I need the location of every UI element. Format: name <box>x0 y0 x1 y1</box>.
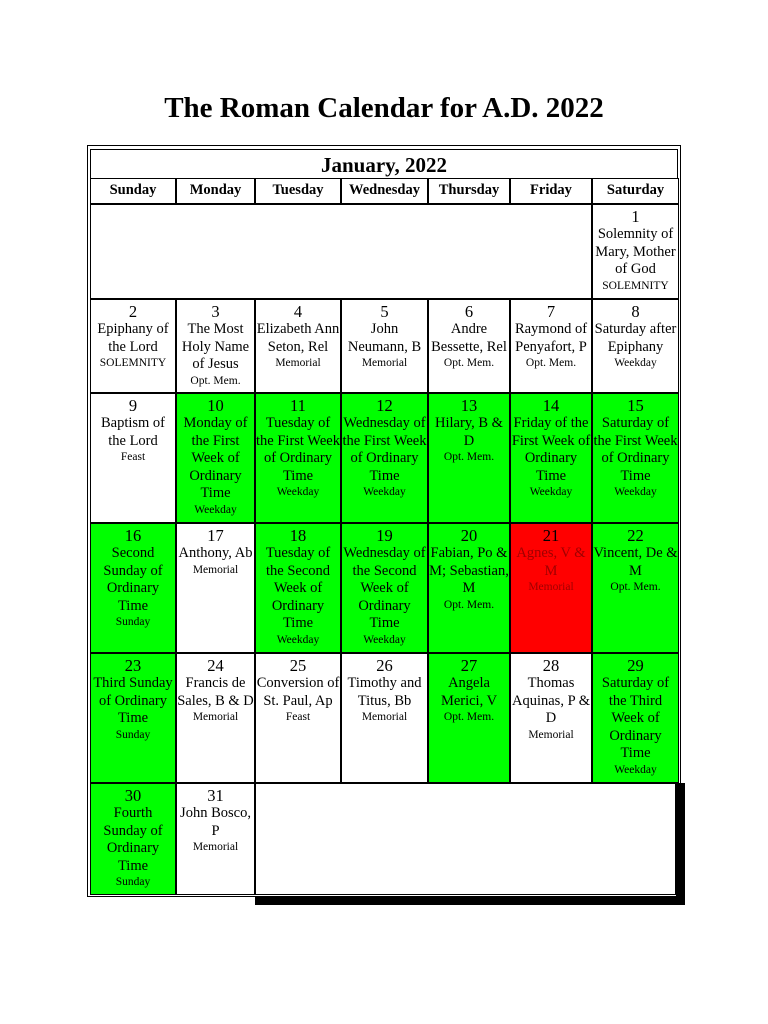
celebration-name: Friday of the First Week of Ordinary Time <box>511 415 591 484</box>
celebration-name: Andre Bessette, Rel <box>431 321 507 355</box>
day-cell-1 <box>592 204 679 299</box>
celebration-name: Agnes, V & M <box>516 545 586 579</box>
celebration-name: John Neumann, B <box>347 321 422 355</box>
day-number: 22 <box>627 526 644 545</box>
day-number: 5 <box>380 302 389 321</box>
day-cell-13 <box>428 393 510 523</box>
day-number: 19 <box>376 526 393 545</box>
celebration-rank: SOLEMNITY <box>602 279 669 292</box>
day-cell-10 <box>176 393 255 523</box>
day-number: 16 <box>124 526 142 545</box>
day-cell-31 <box>176 783 255 895</box>
celebration-rank: Memorial <box>192 563 239 576</box>
celebration-rank: Feast <box>120 451 146 463</box>
day-cell-5 <box>341 299 428 393</box>
celebration-name: Saturday of the Third Week of Ordinary Time <box>601 675 670 761</box>
celebration-name: Thomas Aquinas, P & D <box>511 675 590 726</box>
day-number: 1 <box>631 207 640 226</box>
day-cell-25 <box>255 653 341 783</box>
weekday-header-wednesday: Wednesday <box>341 178 428 204</box>
celebration-name: Francis de Sales, B & D <box>177 675 254 709</box>
celebration-rank: Memorial <box>192 841 239 853</box>
celebration-rank: Weekday <box>614 763 657 776</box>
calendar-shadow-right <box>676 783 685 905</box>
celebration-name: Vincent, De & M <box>593 545 678 579</box>
month-title: January, 2022 <box>90 149 678 178</box>
day-cell-7 <box>510 299 592 393</box>
day-cell-12 <box>341 393 428 523</box>
celebration-name: John Bosco, P <box>180 805 251 839</box>
day-number: 2 <box>128 302 138 321</box>
day-cell-29 <box>592 653 679 783</box>
day-number: 17 <box>207 526 224 545</box>
day-number: 24 <box>207 656 224 675</box>
day-cell-2 <box>90 299 176 393</box>
day-number: 23 <box>124 656 142 675</box>
day-cell-16 <box>90 523 176 653</box>
day-cell-20 <box>428 523 510 653</box>
day-cell-11 <box>255 393 341 523</box>
weekday-header-monday: Monday <box>176 178 255 204</box>
weekday-header-tuesday: Tuesday <box>255 178 341 204</box>
celebration-name: Anthony, Ab <box>178 545 253 561</box>
weekday-header-sunday: Sunday <box>90 178 176 204</box>
celebration-rank: Weekday <box>614 486 657 498</box>
day-number: 21 <box>542 526 560 545</box>
celebration-name: Angela Merici, V <box>440 675 498 709</box>
celebration-rank: Weekday <box>363 633 406 646</box>
celebration-name: The Most Holy Name of Jesus <box>181 321 250 372</box>
day-number: 15 <box>627 396 644 415</box>
celebration-rank: Memorial <box>528 728 574 741</box>
day-number: 18 <box>289 526 307 545</box>
day-cell-22 <box>592 523 679 653</box>
celebration-name: Tuesday of the First Week of Ordinary Time <box>256 415 340 484</box>
celebration-rank: Feast <box>285 711 311 723</box>
celebration-name: Third Sunday of Ordinary Time <box>93 675 173 726</box>
celebration-rank: Sunday <box>115 876 151 888</box>
celebration-rank: Weekday <box>363 486 406 498</box>
day-number: 14 <box>542 396 560 415</box>
celebration-name: Hilary, B & D <box>435 415 503 449</box>
empty-cells-week1 <box>90 204 592 299</box>
day-cell-3 <box>176 299 255 393</box>
celebration-rank: Memorial <box>192 711 239 723</box>
celebration-rank: Sunday <box>115 616 151 628</box>
empty-cells-last-week <box>255 783 676 895</box>
day-cell-8 <box>592 299 679 393</box>
celebration-rank: Memorial <box>361 711 408 723</box>
day-number: 3 <box>211 302 220 321</box>
day-cell-19 <box>341 523 428 653</box>
day-number: 12 <box>376 396 393 415</box>
day-cell-27 <box>428 653 510 783</box>
day-cell-18 <box>255 523 341 653</box>
day-number: 8 <box>631 302 640 321</box>
day-number: 10 <box>207 396 224 415</box>
celebration-name: Epiphany of the Lord <box>97 321 169 355</box>
celebration-name: Solemnity of Mary, Mother of God <box>595 226 676 277</box>
day-number: 9 <box>128 396 138 415</box>
day-cell-26 <box>341 653 428 783</box>
celebration-name: Timothy and Titus, Bb <box>347 675 422 709</box>
celebration-rank: Sunday <box>115 728 151 741</box>
day-cell-21 <box>510 523 592 653</box>
celebration-rank: Weekday <box>529 486 573 498</box>
document-title: The Roman Calendar for A.D. 2022 <box>164 92 604 124</box>
day-cell-28 <box>510 653 592 783</box>
weekday-header-saturday: Saturday <box>592 178 679 204</box>
day-cell-17 <box>176 523 255 653</box>
day-number: 7 <box>546 302 556 321</box>
celebration-name: Elizabeth Ann Seton, Rel <box>256 321 340 355</box>
day-cell-9 <box>90 393 176 523</box>
celebration-rank: Opt. Mem. <box>443 451 495 463</box>
day-number: 26 <box>376 656 393 675</box>
celebration-name: Baptism of the Lord <box>100 415 166 449</box>
celebration-name: Saturday of the First Week of Ordinary Time <box>593 415 678 484</box>
day-cell-14 <box>510 393 592 523</box>
celebration-name: Second Sunday of Ordinary Time <box>103 545 163 614</box>
celebration-name: Wednesday of the Second Week of Ordinary Time <box>343 545 426 631</box>
day-cell-24 <box>176 653 255 783</box>
celebration-rank: Weekday <box>614 357 657 369</box>
day-number: 4 <box>293 302 303 321</box>
day-number: 31 <box>207 786 224 805</box>
celebration-rank: Opt. Mem. <box>443 598 495 611</box>
calendar-shadow-bottom <box>255 897 685 905</box>
celebration-name: Tuesday of the Second Week of Ordinary Time <box>265 545 331 631</box>
celebration-rank: Weekday <box>276 486 320 498</box>
celebration-rank: SOLEMNITY <box>99 357 167 369</box>
day-number: 20 <box>460 526 478 545</box>
celebration-name: Fourth Sunday of Ordinary Time <box>103 805 163 874</box>
celebration-rank: Memorial <box>528 581 574 593</box>
day-number: 29 <box>627 656 644 675</box>
day-cell-4 <box>255 299 341 393</box>
celebration-name: Conversion of St. Paul, Ap <box>256 675 340 709</box>
celebration-rank: Opt. Mem. <box>525 357 577 369</box>
celebration-rank: Memorial <box>361 357 408 369</box>
day-cell-23 <box>90 653 176 783</box>
celebration-rank: Weekday <box>276 633 320 646</box>
celebration-rank: Opt. Mem. <box>610 581 661 593</box>
celebration-name: Saturday after Epiphany <box>594 321 677 355</box>
celebration-rank: Opt. Mem. <box>443 357 495 369</box>
weekday-header-thursday: Thursday <box>428 178 510 204</box>
celebration-rank: Opt. Mem. <box>190 374 241 387</box>
day-number: 25 <box>289 656 307 675</box>
celebration-name: Monday of the First Week of Ordinary Time <box>183 415 248 501</box>
day-number: 30 <box>124 786 142 805</box>
day-number: 11 <box>290 396 306 415</box>
day-cell-30 <box>90 783 176 895</box>
day-number: 6 <box>464 302 474 321</box>
celebration-rank: Memorial <box>275 357 321 369</box>
celebration-rank: Opt. Mem. <box>443 711 495 723</box>
celebration-name: Raymond of Penyafort, P <box>514 321 588 355</box>
day-number: 13 <box>460 396 478 415</box>
celebration-rank: Weekday <box>194 503 237 516</box>
day-number: 28 <box>542 656 560 675</box>
celebration-name: Wednesday of the First Week of Ordinary Time <box>342 415 427 484</box>
celebration-name: Fabian, Po & M; Sebastian, M <box>429 545 509 596</box>
day-number: 27 <box>460 656 478 675</box>
day-cell-6 <box>428 299 510 393</box>
day-cell-15 <box>592 393 679 523</box>
weekday-header-friday: Friday <box>510 178 592 204</box>
